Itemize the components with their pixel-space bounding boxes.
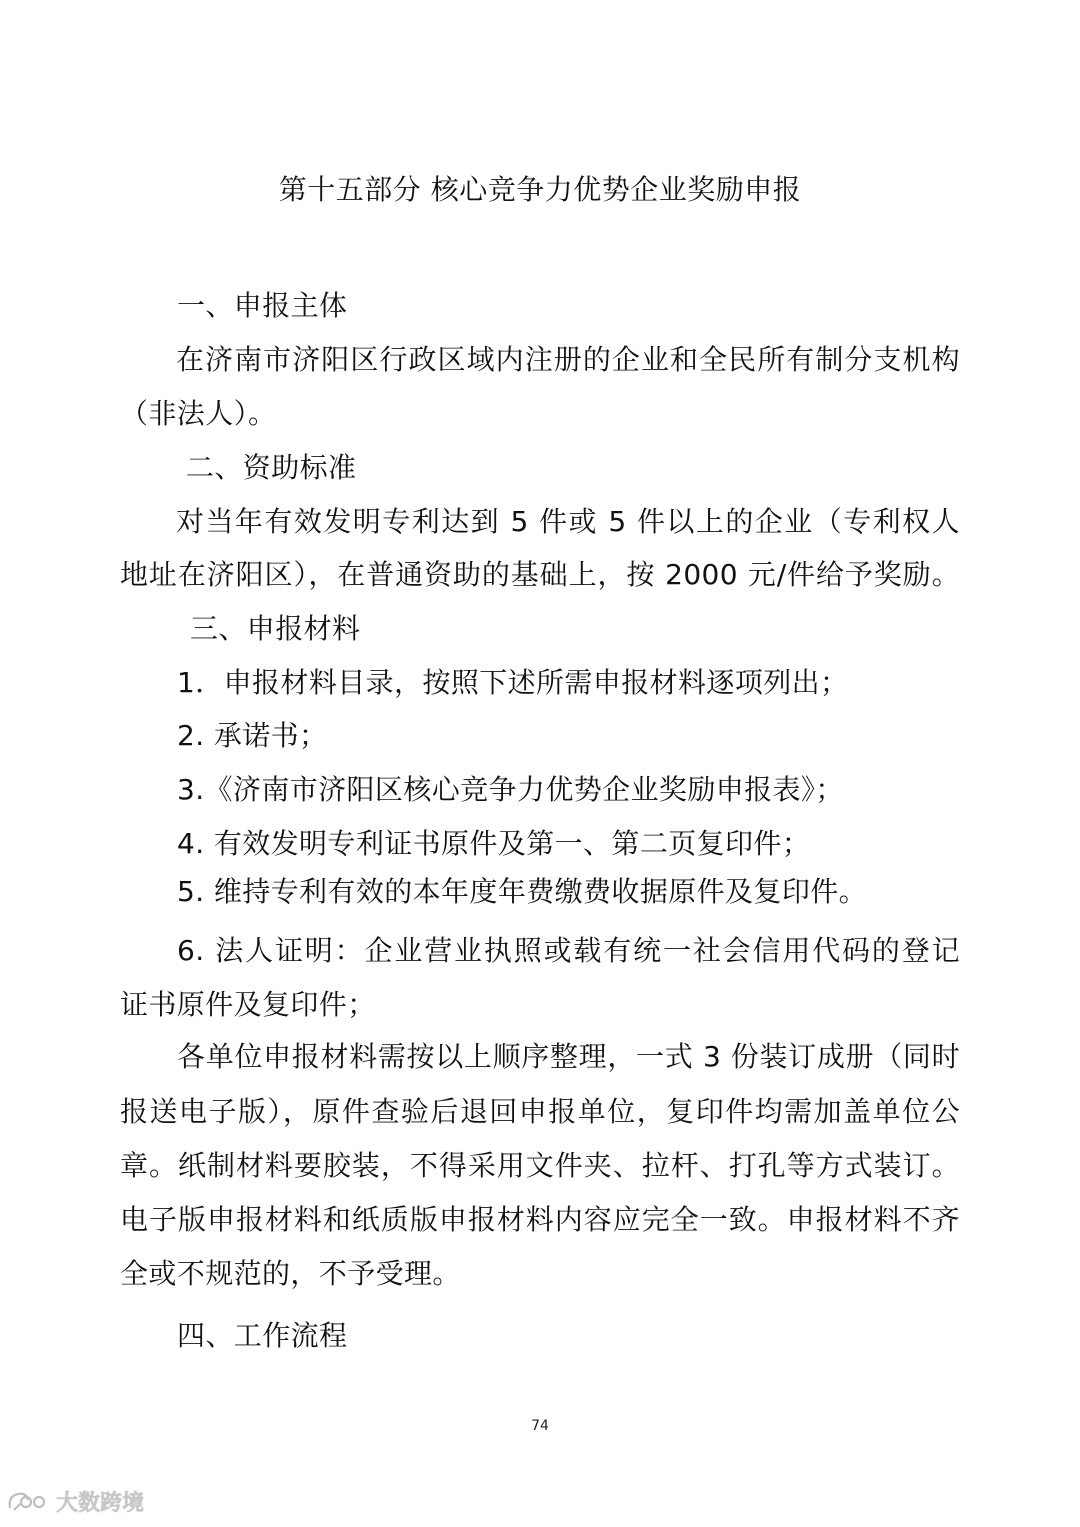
section-1-paragraph-line-1: 在济南市济阳区行政区域内注册的企业和全民所有制分支机构 [176,343,960,376]
materials-note-line-5: 全或不规范的，不予受理。 [120,1257,461,1290]
watermark [6,1486,144,1516]
watermark-text: 大数跨境 [56,1490,145,1516]
materials-note-line-1: 各单位申报材料需按以上顺序整理，一式 3 份装订成册（同时 [177,1040,960,1073]
material-item-6-line-1: 6. 法人证明：企业营业执照或载有统一社会信用代码的登记 [177,934,960,967]
section-2-paragraph-line-1: 对当年有效发明专利达到 5 件或 5 件以上的企业（专利权人 [176,505,960,538]
page-title: 第十五部分 核心竞争力优势企业奖励申报 [278,173,802,206]
material-item-6-line-2: 证书原件及复印件； [120,988,376,1021]
material-item-3: 3.《济南市济阳区核心竞争力优势企业奖励申报表》； [177,773,844,806]
material-item-2: 2. 承诺书； [177,719,328,752]
section-3-heading: 三、申报材料 [190,612,361,645]
page-number: 74 [531,1418,549,1434]
section-4-heading: 四、工作流程 [177,1319,348,1352]
section-1-heading: 一、申报主体 [177,289,348,322]
section-1-paragraph-line-2: （非法人）。 [120,397,277,430]
watermark-logo-icon [6,1488,50,1514]
materials-note-line-2: 报送电子版），原件查验后退回申报单位，复印件均需加盖单位公 [120,1095,960,1128]
section-2-paragraph-line-2: 地址在济阳区），在普通资助的基础上，按 2000 元/件给予奖励。 [120,558,960,591]
section-2-heading: 二、资助标准 [186,451,357,484]
materials-note-line-3: 章。纸制材料要胶装，不得采用文件夹、拉杆、打孔等方式装订。 [120,1149,960,1182]
material-item-5: 5. 维持专利有效的本年度年费缴费收据原件及复印件。 [177,875,868,908]
materials-note-line-4: 电子版申报材料和纸质版申报材料内容应完全一致。申报材料不齐 [120,1203,960,1236]
material-item-4: 4. 有效发明专利证书原件及第一、第二页复印件； [177,827,811,860]
material-item-1: 1．申报材料目录，按照下述所需申报材料逐项列出； [177,666,849,699]
